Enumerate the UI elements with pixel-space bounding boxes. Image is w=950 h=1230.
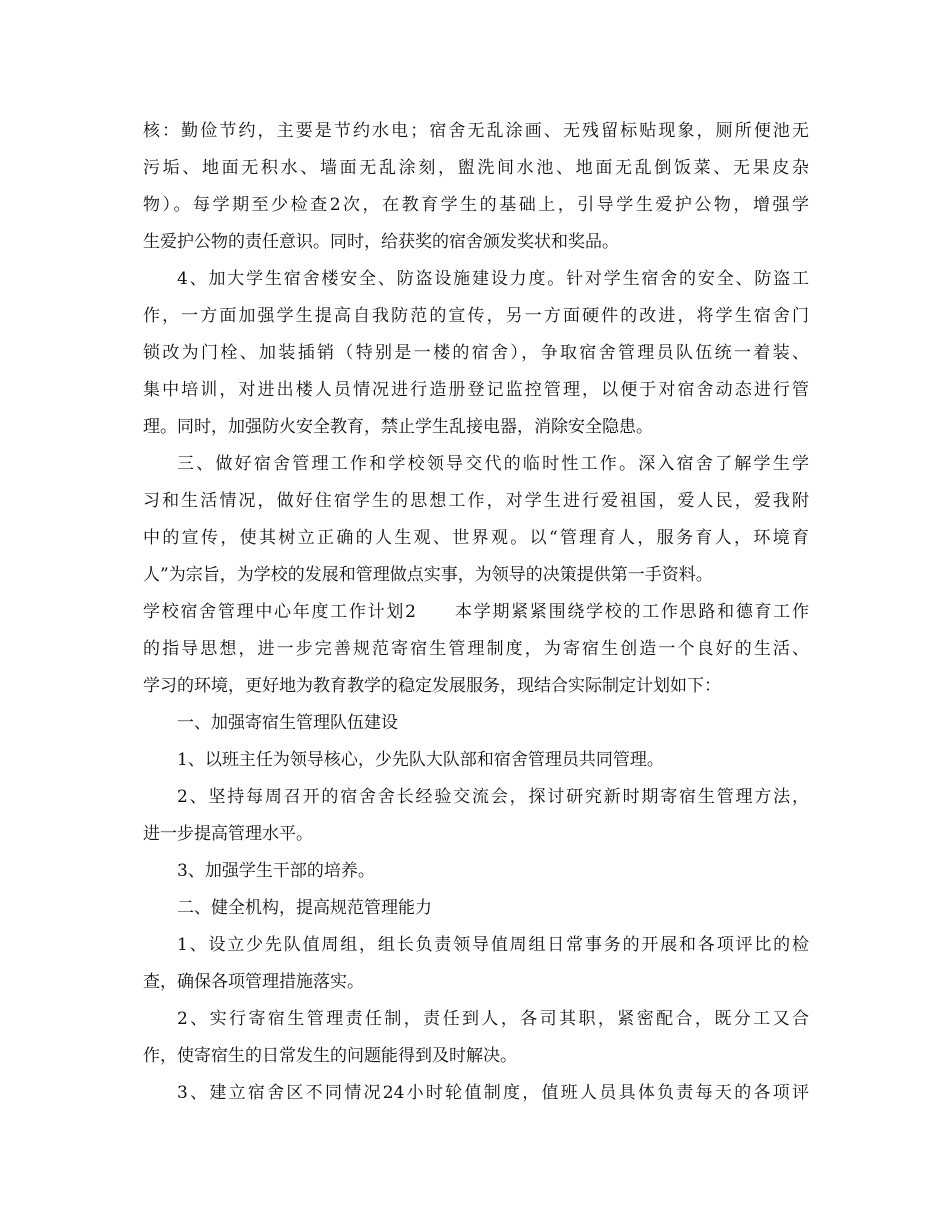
text-line: 核：勤俭节约，主要是节约水电；宿舍无乱涂画、无残留标贴现象，厕所便池无 [143, 121, 809, 141]
text-line: 作，一方面加强学生提高自我防范的宣传，另一方面硬件的改进，将学生宿舍门 [143, 306, 809, 326]
text-line: 二、健全机构，提高规范管理能力 [177, 898, 432, 918]
text-line: 学习的环境，更好地为教育教学的稳定发展服务，现结合实际制定计划如下： [143, 676, 721, 696]
text-line: 1、以班主任为领导核心，少先队大队部和宿舍管理员共同管理。 [177, 750, 664, 770]
text-line: 查，确保各项管理措施落实。 [143, 972, 364, 992]
text-line: 作，使寄宿生的日常发生的问题能得到及时解决。 [143, 1046, 517, 1066]
text-line: 1、设立少先队值周组，组长负责领导值周组日常事务的开展和各项评比的检 [177, 935, 809, 955]
text-line: 2、实行寄宿生管理责任制，责任到人，各司其职，紧密配合，既分工又合 [177, 1009, 809, 1029]
text-line: 进一步提高管理水平。 [143, 824, 313, 844]
text-line: 生爱护公物的责任意识。同时，给获奖的宿舍颁发奖状和奖品。 [143, 232, 619, 252]
text-line: 2、坚持每周召开的宿舍舍长经验交流会，探讨研究新时期寄宿生管理方法， [177, 787, 809, 807]
text-line: 三、做好宿舍管理工作和学校领导交代的临时性工作。深入宿舍了解学生学 [177, 454, 809, 474]
text-line: 3、加强学生干部的培养。 [177, 861, 375, 881]
text-line: 习和生活情况，做好住宿学生的思想工作，对学生进行爱祖国，爱人民，爱我附 [143, 491, 809, 511]
text-line: 物）。每学期至少检查2次，在教育学生的基础上，引导学生爱护公物，增强学 [143, 195, 809, 215]
text-line: 的指导思想，进一步完善规范寄宿生管理制度，为寄宿生创造一个良好的生活、 [143, 639, 809, 659]
text-line: 理。同时，加强防火安全教育，禁止学生乱接电器，消除安全隐患。 [143, 417, 653, 437]
text-line: 中的宣传，使其树立正确的人生观、世界观。以“管理育人，服务育人，环境育 [143, 528, 809, 548]
text-line: 锁改为门栓、加装插销（特别是一楼的宿舍），争取宿舍管理员队伍统一着装、 [143, 343, 809, 363]
text-line: 集中培训，对进出楼人员情况进行造册登记监控管理，以便于对宿舍动态进行管 [143, 380, 809, 400]
text-line: 4、加大学生宿舍楼安全、防盗设施建设力度。针对学生宿舍的安全、防盗工 [177, 269, 809, 289]
text-line: 3、建立宿舍区不同情况24小时轮值制度，值班人员具体负责每天的各项评 [177, 1083, 809, 1103]
text-line: 污垢、地面无积水、墙面无乱涂刻，盥洗间水池、地面无乱倒饭菜、无果皮杂 [143, 158, 809, 178]
text-line: 一、加强寄宿生管理队伍建设 [177, 713, 398, 733]
text-line: 学校宿舍管理中心年度工作计划2 本学期紧紧围绕学校的工作思路和德育工作 [143, 602, 809, 622]
document-body [143, 113, 809, 1112]
text-line: 人”为宗旨，为学校的发展和管理做点实事，为领导的决策提供第一手资料。 [143, 565, 713, 585]
